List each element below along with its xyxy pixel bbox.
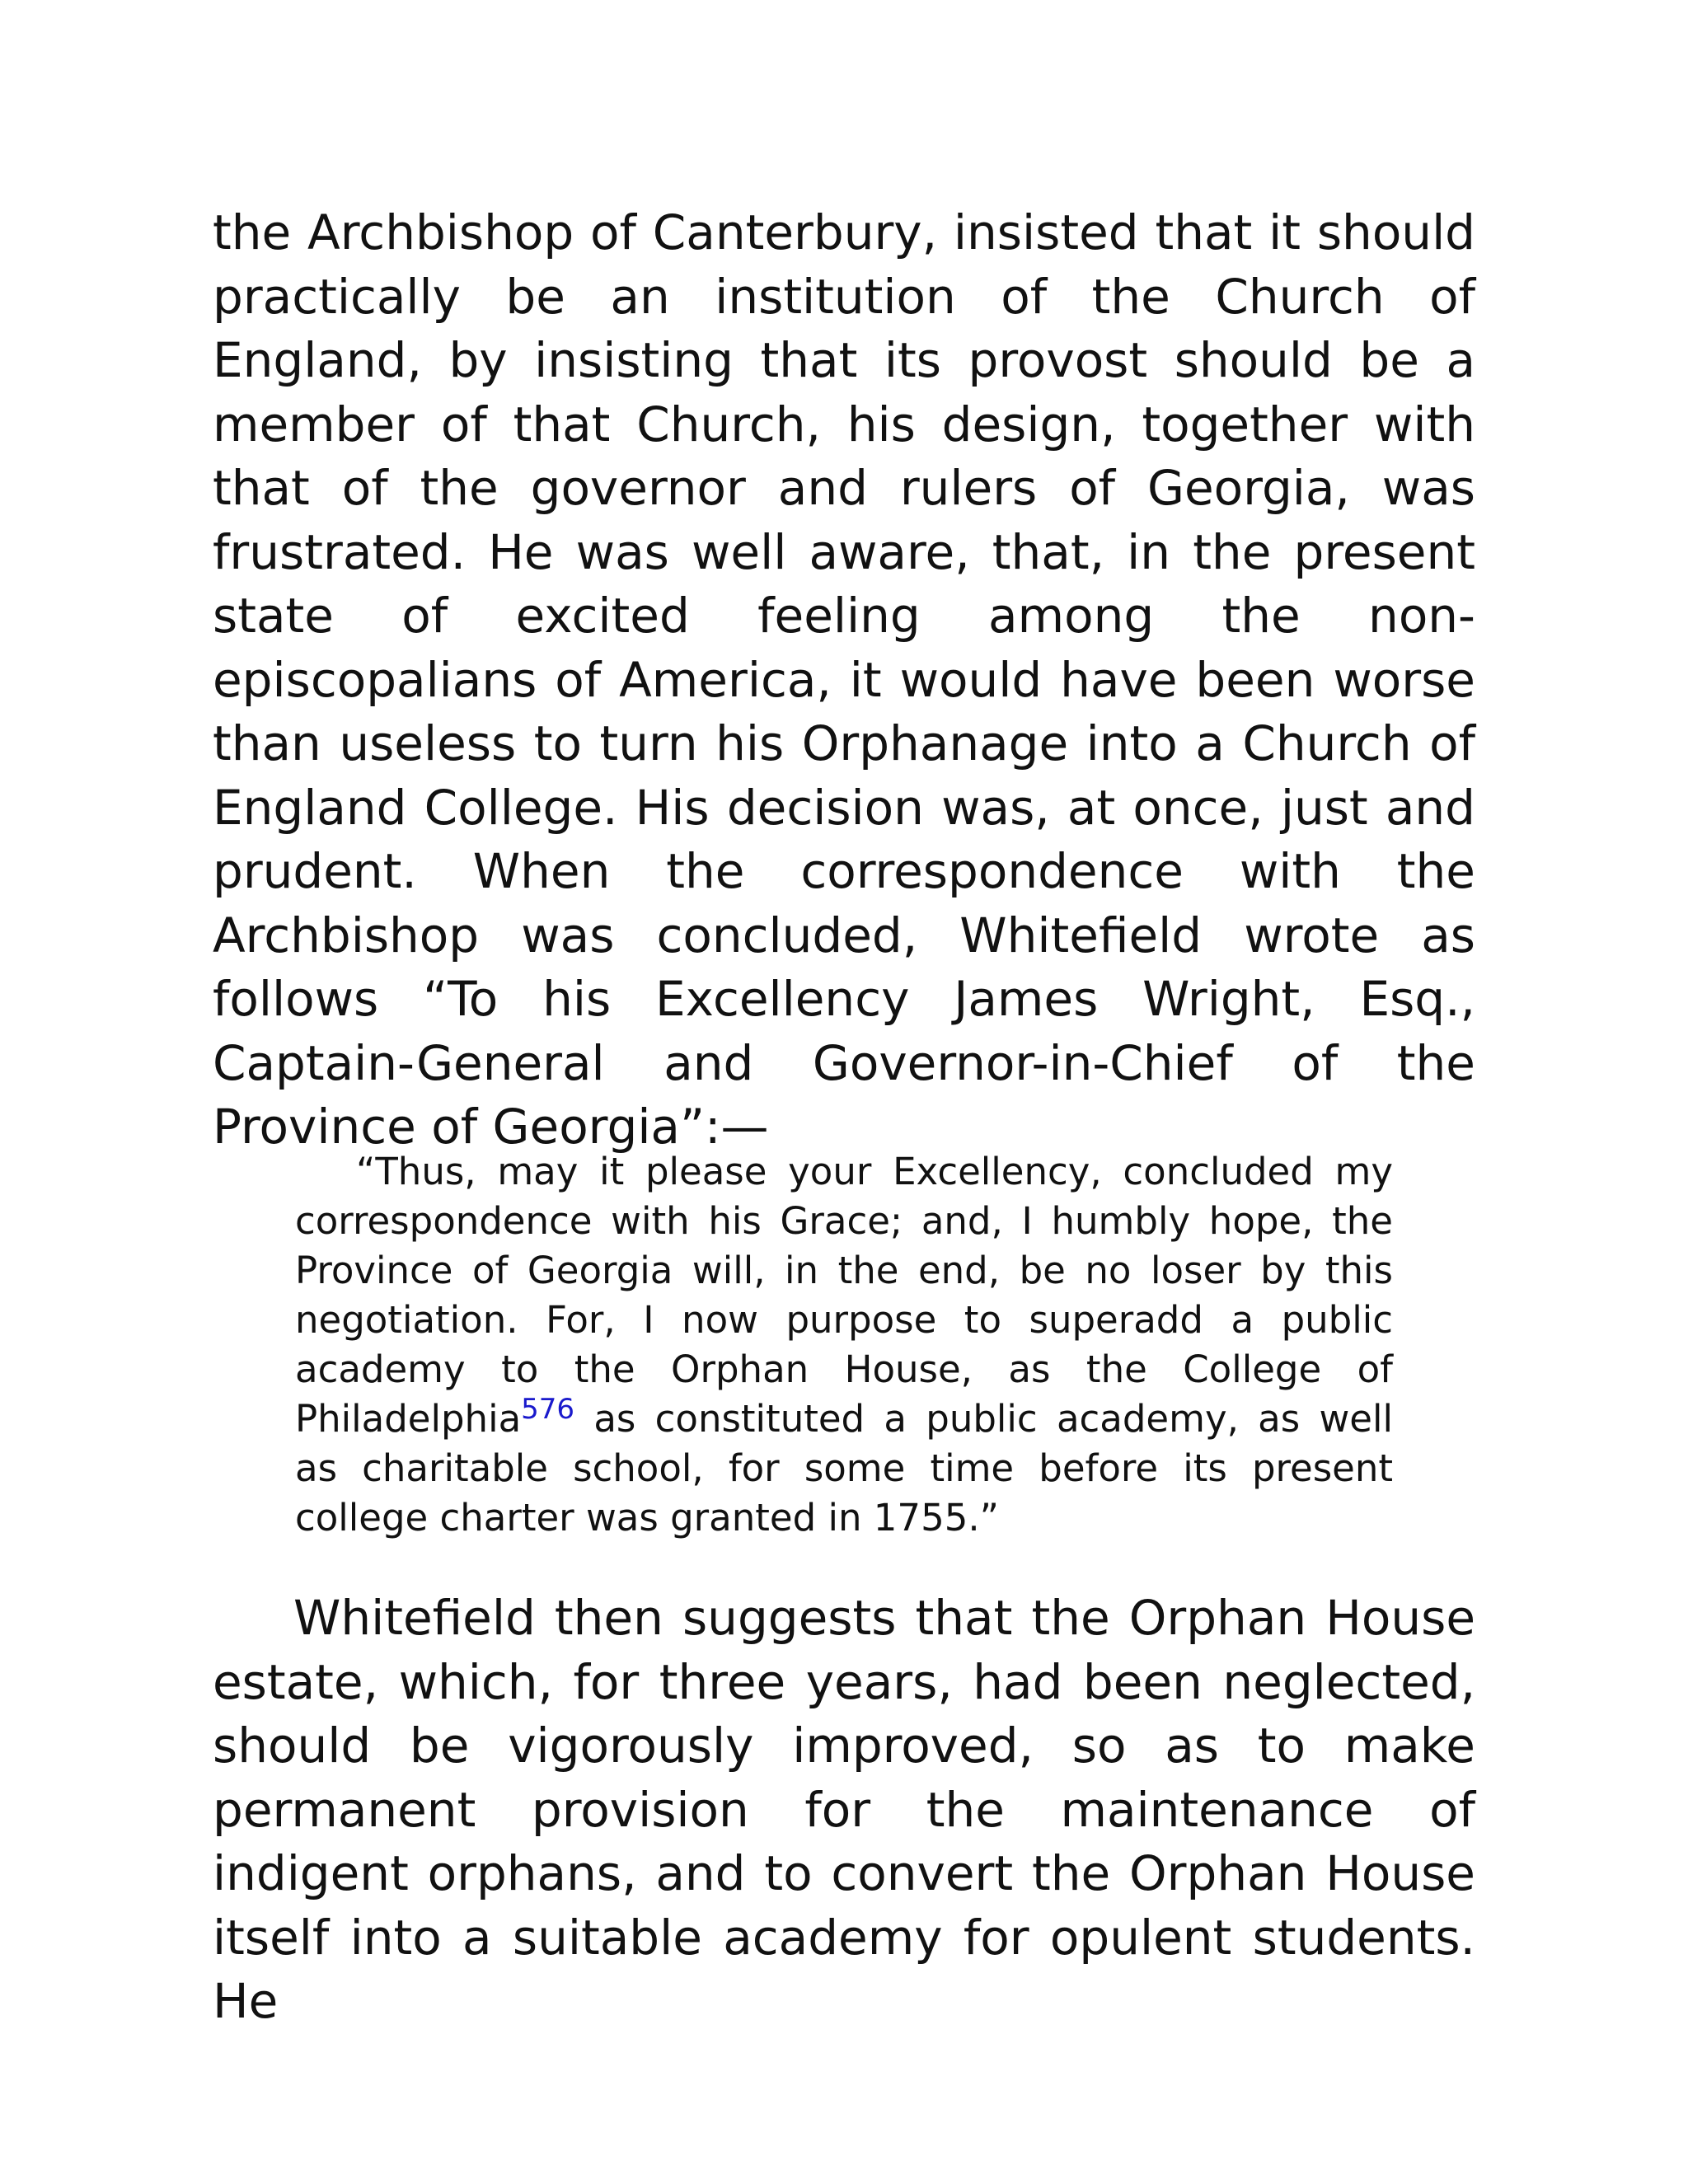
quote-text-end: as constituted a public academy, as well as charitable school, for some time before its present college charter was granted in 1755.” (295, 1397, 1393, 1540)
block-quote (295, 1147, 1393, 1543)
body-paragraph-1: the Archbishop of Canterbury, insisted that it should practically be an institution of the Church of England, by insisting that its provost should be a member of that Church, his design, together with that of the governor and rulers of Georgia, was frustrated. He was well aware, that, in the present state of excited feeling among the non-episcopalians of America, it would have been worse than useless to turn his Orphanage into a Church of England College. His decision was, at once, just and prudent. When the correspondence with the Archbishop was concluded, Whitefield wrote as follows “To his Excellency James Wright, Esq., Captain-General and Governor-in-Chief of the Province of Georgia”:— (213, 204, 1475, 1155)
body-paragraph-2: Whitefield then suggests that the Orphan House estate, which, for three years, had been neglected, should be vigorously improved, so as to make permanent provision for the maintenance of indigent orphans, and to convert the Orphan House itself into a suitable academy for opulent students. He (213, 1590, 1475, 2029)
quote-text-start: “Thus, may it please your Excellency, concluded my correspondence with his Grace; and, I humbly hope, the Province of Georgia will, in the end, be no loser by this negotiation. For, I now purpose to superadd a public academy to the Orphan House, as the College of Philadelphia (295, 1150, 1393, 1441)
footnote-ref-link[interactable]: 576 (521, 1393, 575, 1426)
